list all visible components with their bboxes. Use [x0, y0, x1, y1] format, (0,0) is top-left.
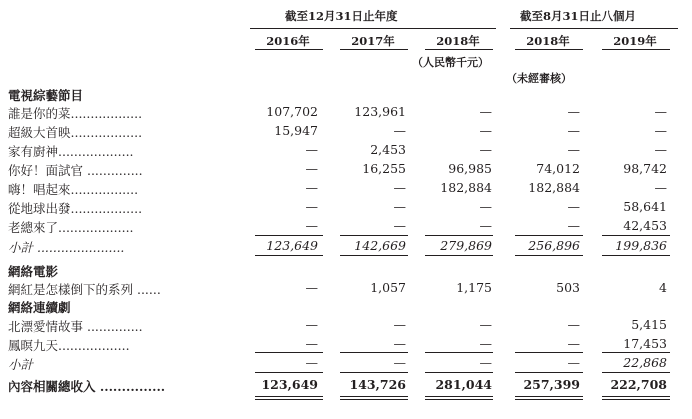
total-label: 內容相關總收入 ...............: [8, 379, 166, 394]
header-group1-rule: [250, 28, 496, 29]
row-label: 家有廚神...................: [8, 144, 134, 159]
cell-2017: —: [393, 180, 406, 195]
cell-2017: —: [393, 336, 406, 351]
total-2016: 123,649: [261, 377, 318, 392]
row-label: 誰是你的菜..................: [8, 106, 143, 121]
subtotal-bottom-rule: [602, 255, 670, 256]
year-header-2019-8m: 2019年: [613, 34, 657, 48]
header-group2-rule: [510, 28, 678, 29]
subtotal-2018-8m: 256,896: [528, 238, 580, 253]
subtotal-bottom-rule: [425, 255, 493, 256]
subtotal-top-rule: [255, 352, 323, 353]
cell-2018: 182,884: [440, 180, 492, 195]
subtotal-label: 小計 ......................: [8, 240, 125, 255]
cell-2018-8m: 74,012: [536, 161, 580, 176]
subtotal-2017: —: [393, 355, 406, 370]
total-2017: 143,726: [349, 377, 406, 392]
year-header-2018: 2018年: [436, 34, 480, 48]
cell-2019-8m: 98,742: [623, 161, 667, 176]
subtotal-top-rule: [602, 352, 670, 353]
cell-2017: 1,057: [370, 280, 406, 295]
row-label: 鳳暝九天..................: [8, 338, 130, 353]
subtotal-bottom-rule: [255, 372, 323, 373]
cell-2018-8m: —: [567, 199, 580, 214]
total-double-rule: [340, 396, 408, 397]
cell-2018-8m: —: [567, 336, 580, 351]
subtotal-top-rule: [340, 352, 408, 353]
subtotal-top-rule: [515, 235, 583, 236]
year-header-2018-8m: 2018年: [526, 34, 570, 48]
subtotal-label: 小計: [8, 357, 34, 372]
subtotal-bottom-rule: [515, 372, 583, 373]
cell-2016: —: [305, 161, 318, 176]
cell-2018: 1,175: [456, 280, 492, 295]
unit-note: （人民幣千元）: [412, 56, 489, 69]
section-online-series: 網絡連續劇: [8, 300, 71, 315]
cell-2017: 123,961: [354, 104, 406, 119]
subtotal-top-rule: [425, 235, 493, 236]
subtotal-bottom-rule: [340, 255, 408, 256]
cell-2016: —: [305, 199, 318, 214]
row-label: 嗨！唱起來.................: [8, 182, 139, 197]
cell-2019-8m: 5,415: [631, 317, 667, 332]
unaudited-note: （未經審核）: [506, 72, 572, 85]
cell-2018-8m: —: [567, 104, 580, 119]
cell-2016: —: [305, 317, 318, 332]
row-label: 你好！面試官 ..............: [8, 163, 143, 178]
cell-2019-8m: 17,453: [623, 336, 667, 351]
row-label: 超級大首映..................: [8, 125, 143, 140]
subtotal-top-rule: [425, 352, 493, 353]
cell-2018: —: [479, 317, 492, 332]
subtotal-2018-8m: —: [567, 355, 580, 370]
row-label: 老總來了...................: [8, 220, 134, 235]
cell-2018-8m: —: [567, 317, 580, 332]
cell-2018: —: [479, 142, 492, 157]
cell-2019-8m: —: [654, 180, 667, 195]
cell-2016: —: [305, 142, 318, 157]
cell-2018-8m: —: [567, 123, 580, 138]
subtotal-2019-8m: 199,836: [615, 238, 667, 253]
row-label: 網紅是怎樣倒下的系列 ......: [8, 282, 161, 297]
cell-2018: —: [479, 218, 492, 233]
year-rule-2018: [425, 49, 493, 50]
cell-2019-8m: —: [654, 123, 667, 138]
year-rule-2017: [340, 49, 408, 50]
subtotal-2018: 279,869: [440, 238, 492, 253]
cell-2019-8m: —: [654, 142, 667, 157]
total-double-rule: [340, 399, 408, 400]
cell-2019-8m: 58,641: [623, 199, 667, 214]
subtotal-top-rule: [515, 352, 583, 353]
total-double-rule: [255, 396, 323, 397]
cell-2018: —: [479, 123, 492, 138]
cell-2017: —: [393, 123, 406, 138]
cell-2018-8m: 503: [556, 280, 580, 295]
cell-2018-8m: 182,884: [528, 180, 580, 195]
subtotal-top-rule: [255, 235, 323, 236]
total-2018: 281,044: [435, 377, 492, 392]
year-rule-2018-8m: [515, 49, 583, 50]
cell-2019-8m: 4: [659, 280, 667, 295]
row-label: 從地球出發..................: [8, 201, 143, 216]
year-header-2017: 2017年: [351, 34, 395, 48]
subtotal-2017: 142,669: [354, 238, 406, 253]
cell-2017: —: [393, 317, 406, 332]
cell-2018-8m: —: [567, 218, 580, 233]
cell-2016: 15,947: [274, 123, 318, 138]
subtotal-bottom-rule: [340, 372, 408, 373]
cell-2017: 2,453: [370, 142, 406, 157]
total-double-rule: [255, 399, 323, 400]
total-double-rule: [425, 396, 493, 397]
subtotal-bottom-rule: [255, 255, 323, 256]
total-double-rule: [515, 399, 583, 400]
subtotal-2019-8m: 22,868: [623, 355, 667, 370]
cell-2016: —: [305, 280, 318, 295]
subtotal-bottom-rule: [602, 372, 670, 373]
cell-2016: —: [305, 180, 318, 195]
header-group-year-ended: 截至12月31日止年度: [285, 9, 398, 23]
cell-2017: 16,255: [362, 161, 406, 176]
year-header-2016: 2016年: [266, 34, 310, 48]
cell-2016: —: [305, 218, 318, 233]
cell-2017: —: [393, 218, 406, 233]
total-double-rule: [602, 396, 670, 397]
section-online-movies: 網絡電影: [8, 264, 59, 279]
subtotal-2016: 123,649: [266, 238, 318, 253]
subtotal-2018: —: [479, 355, 492, 370]
total-2019-8m: 222,708: [610, 377, 667, 392]
subtotal-bottom-rule: [515, 255, 583, 256]
year-rule-2016: [255, 49, 323, 50]
cell-2019-8m: —: [654, 104, 667, 119]
cell-2019-8m: 42,453: [623, 218, 667, 233]
cell-2018: —: [479, 199, 492, 214]
cell-2018-8m: —: [567, 142, 580, 157]
year-rule-2019-8m: [602, 49, 670, 50]
subtotal-top-rule: [602, 235, 670, 236]
cell-2018: —: [479, 336, 492, 351]
total-2018-8m: 257,399: [523, 377, 580, 392]
cell-2016: 107,702: [266, 104, 318, 119]
cell-2017: —: [393, 199, 406, 214]
row-label: 北漂愛情故事 ..............: [8, 319, 143, 334]
cell-2016: —: [305, 336, 318, 351]
total-double-rule: [425, 399, 493, 400]
total-double-rule: [602, 399, 670, 400]
header-group-eight-months: 截至8月31日止八個月: [520, 9, 637, 23]
total-double-rule: [515, 396, 583, 397]
subtotal-2016: —: [305, 355, 318, 370]
section-tv-variety: 電視綜藝節目: [8, 88, 84, 103]
subtotal-top-rule: [340, 235, 408, 236]
cell-2018: —: [479, 104, 492, 119]
subtotal-bottom-rule: [425, 372, 493, 373]
cell-2018: 96,985: [448, 161, 492, 176]
